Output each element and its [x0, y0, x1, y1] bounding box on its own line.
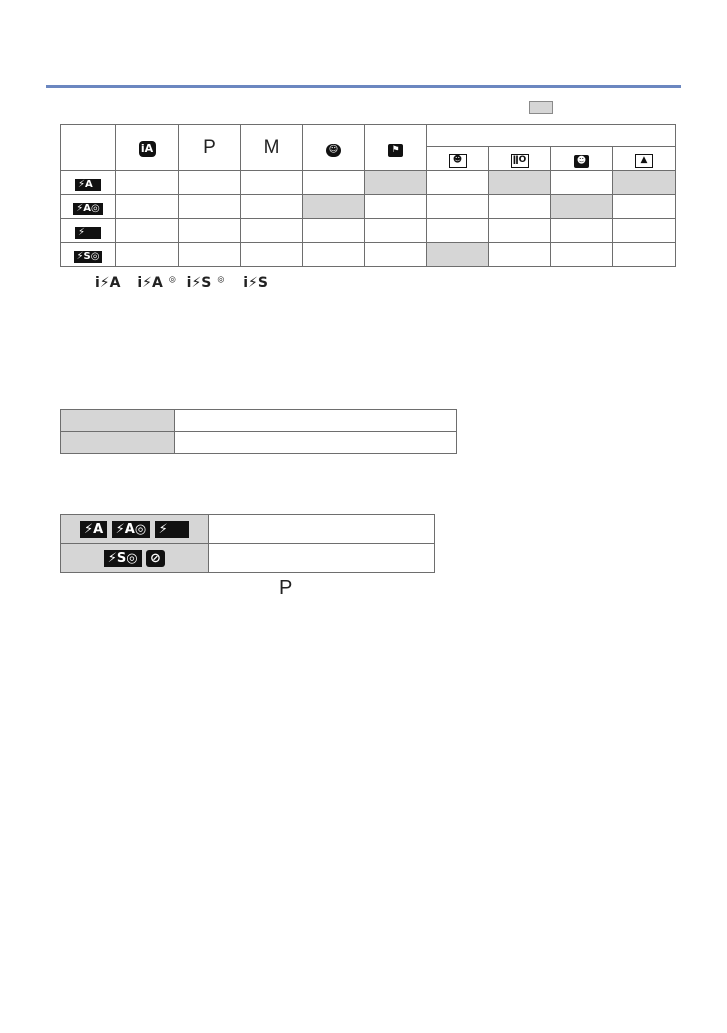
table-cell [241, 195, 303, 219]
flash-slow-sync-redeye-icon: ⚡S◎ [104, 550, 142, 567]
table-cell [116, 171, 179, 195]
table-row-value [208, 544, 434, 573]
mode-header-portrait [303, 125, 365, 171]
flash-auto-redeye-icon: ⚡A◎ [73, 203, 103, 215]
ia-flash-icon-list [95, 274, 280, 291]
scene-header-night-scenery [613, 147, 676, 171]
sports-mode-icon: ⚑ [388, 144, 403, 157]
scene-food-icon: ǁO [511, 154, 529, 168]
flash-auto-redeye-icon: ⚡A◎ [112, 521, 151, 538]
table-row [61, 243, 676, 267]
table-cell [241, 219, 303, 243]
table-row-value [174, 432, 456, 454]
portrait-mode-icon: ☺ [326, 144, 341, 157]
flash-forced-on-icon: ⚡ [75, 227, 101, 239]
mode-header-p [179, 125, 241, 171]
table-cell [551, 243, 613, 267]
table-cell-shaded [551, 195, 613, 219]
ia-flash-slow-sync-redeye-icon: i⚡S ◎ [186, 274, 225, 291]
mode-header-sports [365, 125, 427, 171]
table-cell-shaded [427, 243, 489, 267]
table-row-value [174, 410, 456, 432]
table-cell [613, 195, 676, 219]
table-cell [551, 219, 613, 243]
table-cell [116, 195, 179, 219]
mode-header-ia [116, 125, 179, 171]
shutter-speed-table [60, 514, 435, 573]
ia-flash-slow-sync-icon: i⚡S [243, 274, 268, 291]
table-cell [179, 195, 241, 219]
ia-flash-auto-redeye-icon: i⚡A ◎ [137, 274, 176, 291]
table-cell [613, 219, 676, 243]
ia-flash-auto-icon: i⚡A [95, 274, 121, 291]
table-cell [179, 243, 241, 267]
table-cell-shaded [489, 171, 551, 195]
table-cell [427, 195, 489, 219]
table-row [61, 544, 435, 573]
flash-off-icon: ⊘ [146, 550, 165, 567]
table-cell [551, 171, 613, 195]
table-corner-cell [61, 125, 116, 171]
scene-header-food [489, 147, 551, 171]
flash-row-header [61, 243, 116, 267]
flash-row-header [61, 171, 116, 195]
mode-letter-p: P [203, 136, 216, 158]
table-row-icons [61, 515, 209, 544]
table-row-value [208, 515, 434, 544]
table-row [61, 219, 676, 243]
table-cell-shaded [613, 171, 676, 195]
table-cell [303, 219, 365, 243]
table-row [61, 195, 676, 219]
table-cell [365, 243, 427, 267]
table-cell [116, 219, 179, 243]
flash-range-table [60, 409, 457, 454]
table-row-label [61, 410, 175, 432]
table-cell-shaded [303, 195, 365, 219]
table-row-label [61, 432, 175, 454]
mode-letter-m: M [263, 136, 280, 158]
scene-portrait-night-icon: ☻ [449, 154, 467, 168]
table-cell [303, 243, 365, 267]
table-cell [613, 243, 676, 267]
table-cell [179, 219, 241, 243]
table-cell [303, 171, 365, 195]
table-row [61, 432, 457, 454]
scene-header-portrait-night [427, 147, 489, 171]
scene-baby-icon: ☻ [574, 155, 589, 168]
program-mode-letter: P [279, 577, 293, 599]
flash-auto-icon: ⚡A [75, 179, 101, 191]
mode-header-m [241, 125, 303, 171]
table-row-icons [61, 544, 209, 573]
scene-night-scenery-icon: ▲ [635, 154, 653, 168]
table-cell [489, 195, 551, 219]
table-cell [241, 243, 303, 267]
table-cell [365, 219, 427, 243]
flash-slow-sync-redeye-icon: ⚡S◎ [74, 251, 103, 263]
flash-row-header [61, 219, 116, 243]
table-row [61, 515, 435, 544]
table-cell [489, 219, 551, 243]
table-cell [241, 171, 303, 195]
table-cell [365, 195, 427, 219]
section-divider [46, 85, 681, 88]
table-cell-shaded [365, 171, 427, 195]
table-cell [427, 219, 489, 243]
intelligent-auto-icon: iA [139, 141, 156, 157]
table-cell [427, 171, 489, 195]
table-row [61, 171, 676, 195]
flash-row-header [61, 195, 116, 219]
scene-header-baby [551, 147, 613, 171]
flash-forced-on-icon: ⚡ [155, 521, 189, 538]
table-cell [179, 171, 241, 195]
scene-mode-group-header [427, 125, 676, 147]
table-cell [116, 243, 179, 267]
table-row [61, 410, 457, 432]
table-cell [489, 243, 551, 267]
flash-auto-icon: ⚡A [80, 521, 107, 538]
shaded-legend-key [529, 101, 553, 114]
flash-mode-compatibility-table [60, 124, 676, 267]
